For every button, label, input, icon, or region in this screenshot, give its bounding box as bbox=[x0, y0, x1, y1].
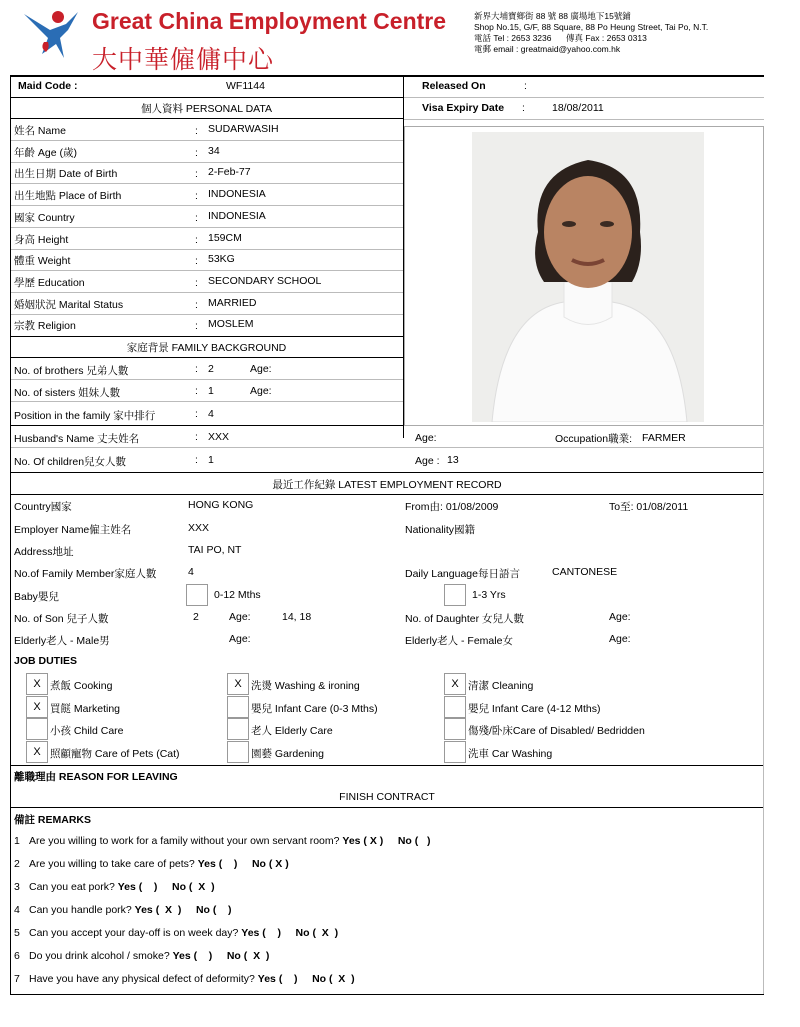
duty-checkbox[interactable] bbox=[227, 741, 249, 763]
elderly-female-label: Elderly老人 - Female女 bbox=[405, 635, 513, 647]
baby-1-3-label: 1-3 Yrs bbox=[472, 589, 506, 601]
released-label: Released On bbox=[422, 80, 486, 92]
address-zh: 新界大埔寶鄉街 88 號 88 廣場地下15號鋪 bbox=[474, 11, 631, 21]
remark-answer: Yes ( X ) No ( ) bbox=[134, 904, 232, 916]
duty-checkbox[interactable]: X bbox=[227, 673, 249, 695]
duty-checkbox[interactable] bbox=[444, 741, 466, 763]
remark-number: 6 bbox=[14, 950, 20, 962]
remark-answer: Yes ( ) No ( X ) bbox=[172, 950, 270, 962]
leaving-heading: 離職理由 REASON FOR LEAVING bbox=[14, 771, 178, 783]
children-count: 1 bbox=[208, 454, 214, 466]
personal-label: 體重 Weight bbox=[14, 255, 71, 268]
fax: 傳真 Fax : 2653 0313 bbox=[566, 33, 647, 43]
employment-heading: 最近工作紀錄 LATEST EMPLOYMENT RECORD bbox=[272, 479, 502, 491]
children-age-label: Age : bbox=[415, 455, 440, 467]
colon: : bbox=[195, 298, 198, 311]
personal-label: 年齡 Age (歲) bbox=[14, 146, 78, 159]
phone: 電話 Tel : 2653 3236 bbox=[474, 33, 552, 43]
emp-country: HONG KONG bbox=[188, 499, 254, 511]
personal-value: 2-Feb-77 bbox=[208, 166, 251, 179]
elderly-male-age-label: Age: bbox=[229, 633, 251, 645]
remark-row bbox=[29, 858, 289, 870]
husband-name: XXX bbox=[208, 431, 230, 443]
duty-label: 傷殘/卧床Care of Disabled/ Bedridden bbox=[468, 725, 645, 737]
personal-label: 身高 Height bbox=[14, 233, 69, 246]
son-age-label: Age: bbox=[229, 611, 251, 623]
remark-question: Are you willing to take care of pets? bbox=[29, 858, 195, 870]
remark-number: 3 bbox=[14, 881, 20, 893]
remark-question: Can you accept your day-off is on week day? bbox=[29, 927, 239, 939]
personal-value: 53KG bbox=[208, 253, 235, 266]
personal-label: 婚姻狀況 Marital Status bbox=[14, 298, 124, 311]
husband-age-label: Age: bbox=[415, 432, 437, 444]
remark-question: Do you drink alcohol / smoke? bbox=[29, 950, 170, 962]
personal-label: 出生地點 Place of Birth bbox=[14, 190, 122, 203]
person-photo-icon bbox=[472, 132, 704, 422]
duty-checkbox[interactable]: X bbox=[26, 696, 48, 718]
emp-country-label: Country國家 bbox=[14, 501, 72, 513]
remark-row bbox=[29, 881, 215, 893]
personal-label: 出生日期 Date of Birth bbox=[14, 168, 118, 181]
occupation-value: FARMER bbox=[642, 432, 686, 444]
duty-label: 清潔 Cleaning bbox=[468, 680, 534, 692]
remark-answer: Yes ( ) No ( X ) bbox=[197, 858, 289, 870]
occupation-label: Occupation職業: bbox=[555, 433, 633, 445]
family-heading: 家庭背景 FAMILY BACKGROUND bbox=[126, 342, 287, 354]
remark-question: Have you have any physical defect of deformity? bbox=[29, 973, 255, 985]
duty-label: 小孩 Child Care bbox=[50, 725, 124, 737]
nationality-label: Nationality國籍 bbox=[405, 524, 476, 536]
remark-answer: Yes ( ) No ( X ) bbox=[257, 973, 355, 985]
personal-heading: 個人資料 PERSONAL DATA bbox=[140, 103, 273, 115]
duty-label: 嬰兒 Infant Care (4-12 Mths) bbox=[468, 702, 601, 715]
remark-number: 1 bbox=[14, 835, 20, 847]
language-label: Daily Language每日語言 bbox=[405, 568, 520, 580]
emp-from: From由: 01/08/2009 bbox=[405, 501, 499, 513]
remark-number: 5 bbox=[14, 927, 20, 939]
husband-label: Husband's Name 丈夫姓名 bbox=[14, 433, 140, 445]
colon: : bbox=[195, 363, 198, 375]
remark-number: 4 bbox=[14, 904, 20, 916]
duty-label: 洗車 Car Washing bbox=[468, 747, 553, 760]
company-name-en: Great China Employment Centre bbox=[92, 8, 447, 34]
duty-checkbox[interactable] bbox=[444, 718, 466, 740]
colon: : bbox=[195, 233, 198, 246]
son-count: 2 bbox=[193, 611, 199, 623]
remark-row bbox=[29, 904, 232, 916]
duty-checkbox[interactable] bbox=[227, 718, 249, 740]
personal-value: SECONDARY SCHOOL bbox=[208, 274, 322, 287]
duty-checkbox[interactable]: X bbox=[26, 741, 48, 763]
daughter-age-label: Age: bbox=[609, 611, 631, 623]
family-member-count: 4 bbox=[188, 566, 194, 578]
personal-label: 姓名 Name bbox=[14, 125, 66, 137]
remark-question: Are you willing to work for a family without your own servant room? bbox=[29, 835, 340, 847]
emp-address-label: Address地址 bbox=[14, 546, 74, 558]
brothers-age-label: Age: bbox=[250, 363, 272, 375]
daughter-label: No. of Daughter 女兒人數 bbox=[405, 613, 525, 625]
position-label: Position in the family 家中排行 bbox=[14, 410, 156, 422]
visa-value: 18/08/2011 bbox=[552, 102, 604, 114]
baby-1-3-checkbox[interactable] bbox=[444, 584, 466, 606]
duty-checkbox[interactable]: X bbox=[26, 673, 48, 695]
remarks-heading: 備註 REMARKS bbox=[14, 814, 92, 826]
company-logo-icon bbox=[20, 8, 82, 62]
duty-label: 買餸 Marketing bbox=[50, 702, 121, 715]
brothers-label: No. of brothers 兄弟人數 bbox=[14, 365, 129, 377]
duty-label: 照顧寵物 Care of Pets (Cat) bbox=[50, 747, 180, 760]
remark-number: 7 bbox=[14, 973, 20, 985]
colon: : bbox=[195, 276, 198, 289]
language-value: CANTONESE bbox=[552, 566, 618, 578]
personal-value: 34 bbox=[208, 144, 220, 157]
leaving-reason: FINISH CONTRACT bbox=[339, 791, 435, 803]
sisters-age-label: Age: bbox=[250, 385, 272, 397]
employer-label: Employer Name僱主姓名 bbox=[14, 524, 132, 536]
colon: : bbox=[195, 320, 198, 333]
colon: : bbox=[195, 125, 198, 137]
colon: : bbox=[195, 146, 198, 159]
duty-checkbox[interactable] bbox=[444, 696, 466, 718]
son-ages: 14, 18 bbox=[282, 611, 312, 623]
released-colon: : bbox=[524, 80, 527, 92]
colon: : bbox=[195, 190, 198, 203]
personal-value: 159CM bbox=[208, 231, 242, 244]
duties-heading: JOB DUTIES bbox=[14, 655, 78, 667]
remark-row bbox=[29, 835, 431, 847]
duty-checkbox[interactable] bbox=[227, 696, 249, 718]
remark-answer: Yes ( X ) No ( ) bbox=[342, 835, 431, 847]
remark-number: 2 bbox=[14, 858, 20, 870]
personal-value: SUDARWASIH bbox=[208, 123, 279, 135]
personal-value: INDONESIA bbox=[208, 209, 266, 222]
elderly-female-age-label: Age: bbox=[609, 633, 631, 645]
maid-code-label: Maid Code : bbox=[18, 80, 78, 92]
baby-0-12-checkbox[interactable] bbox=[186, 584, 208, 606]
brothers-count: 2 bbox=[208, 363, 214, 375]
personal-value: MOSLEM bbox=[208, 318, 254, 331]
remark-answer: Yes ( ) No ( X ) bbox=[241, 927, 339, 939]
personal-label: 學歷 Education bbox=[14, 276, 85, 289]
remark-row bbox=[29, 927, 338, 939]
personal-label: 國家 Country bbox=[14, 211, 75, 224]
emp-to: To至: 01/08/2011 bbox=[609, 501, 689, 513]
children-label: No. Of children兒女人數 bbox=[14, 456, 127, 468]
family-member-label: No.of Family Member家庭人數 bbox=[14, 568, 157, 580]
maid-code: WF1144 bbox=[226, 80, 265, 92]
remark-row bbox=[29, 973, 355, 985]
maid-photo bbox=[472, 132, 704, 422]
duty-label: 老人 Elderly Care bbox=[251, 725, 333, 737]
remark-question: Can you handle pork? bbox=[29, 904, 132, 916]
personal-label: 宗教 Religion bbox=[14, 320, 76, 333]
elderly-male-label: Elderly老人 - Male男 bbox=[14, 635, 110, 647]
position-value: 4 bbox=[208, 408, 214, 420]
personal-value: INDONESIA bbox=[208, 188, 266, 201]
duty-label: 煮飯 Cooking bbox=[50, 680, 113, 692]
remark-row bbox=[29, 950, 269, 962]
company-name-zh: 大中華僱傭中心 bbox=[92, 45, 275, 74]
personal-value: MARRIED bbox=[208, 296, 257, 309]
baby-label: Baby嬰兒 bbox=[14, 591, 59, 603]
duty-checkbox[interactable] bbox=[26, 718, 48, 740]
visa-colon: : bbox=[522, 102, 525, 114]
email: 電郵 email : greatmaid@yahoo.com.hk bbox=[474, 44, 621, 54]
remark-question: Can you eat pork? bbox=[29, 881, 115, 893]
colon: : bbox=[195, 255, 198, 268]
emp-address: TAI PO, NT bbox=[188, 544, 242, 556]
remark-answer: Yes ( ) No ( X ) bbox=[117, 881, 215, 893]
duty-label: 園藝 Gardening bbox=[251, 747, 324, 760]
colon: : bbox=[195, 454, 198, 466]
baby-0-12-label: 0-12 Mths bbox=[214, 589, 261, 601]
visa-label: Visa Expiry Date bbox=[422, 102, 505, 114]
address-en: Shop No.15, G/F, 88 Square, 88 Po Heung Street, Tai Po, N.T. bbox=[474, 22, 709, 32]
duty-label: 嬰兒 Infant Care (0-3 Mths) bbox=[251, 702, 378, 715]
colon: : bbox=[195, 211, 198, 224]
colon: : bbox=[195, 431, 198, 443]
sisters-label: No. of sisters 姐妹人數 bbox=[14, 387, 121, 399]
employer-name: XXX bbox=[188, 522, 210, 534]
duty-label: 洗燙 Washing & ironing bbox=[251, 680, 360, 692]
children-age: 13 bbox=[447, 454, 459, 466]
son-label: No. of Son 兒子人數 bbox=[14, 613, 109, 625]
colon: : bbox=[195, 385, 198, 397]
colon: : bbox=[195, 168, 198, 181]
sisters-count: 1 bbox=[208, 385, 214, 397]
colon: : bbox=[195, 408, 198, 420]
duty-checkbox[interactable]: X bbox=[444, 673, 466, 695]
